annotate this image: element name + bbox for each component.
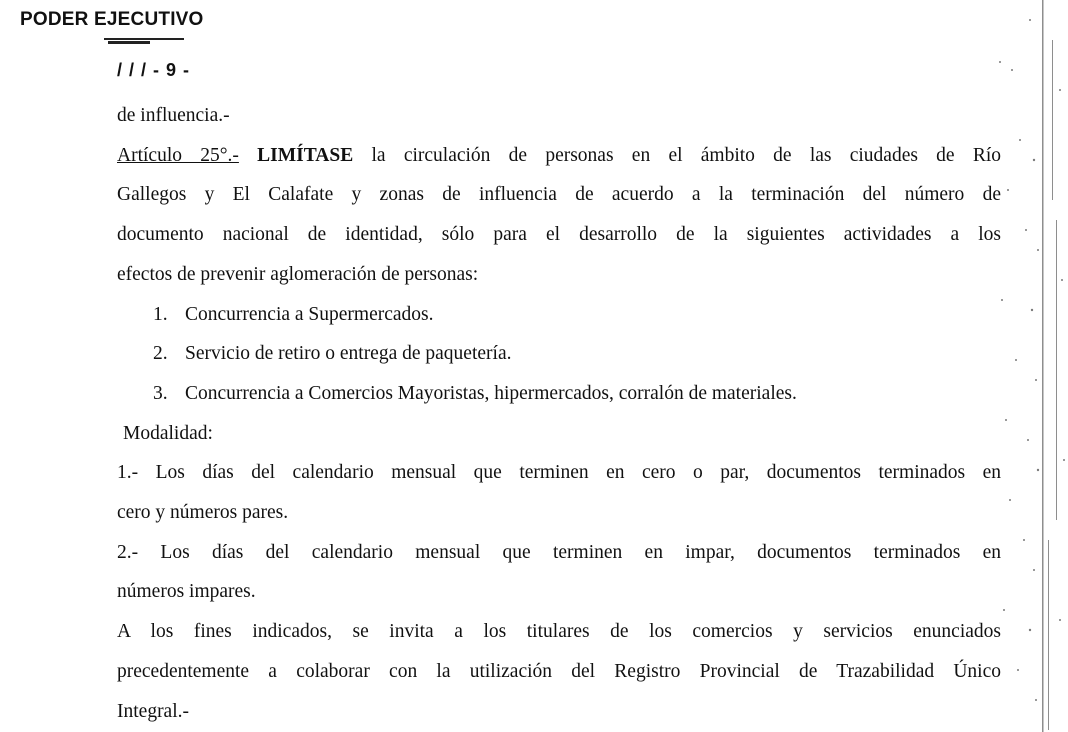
list-item-text: Servicio de retiro o entrega de paquetería. — [185, 343, 512, 365]
article-line-1-text: la circulación de personas en el ámbito de las ciudades de Río — [371, 144, 1002, 166]
article-line-4: efectos de prevenir aglomeración de personas: — [117, 263, 479, 285]
rule-1-line-1: 1.- Los días del calendario mensual que terminen en cero o par, documentos terminados en — [117, 462, 1001, 484]
list-item-text: Concurrencia a Comercios Mayoristas, hipermercados, corralón de materiales. — [185, 382, 797, 404]
rule-2-line-2: números impares. — [117, 581, 256, 603]
list-item — [117, 334, 1001, 374]
page-header-title: PODER EJECUTIVO — [20, 9, 204, 30]
rule-2-line-1: 2.- Los días del calendario mensual que terminen en impar, documentos terminados en — [117, 541, 1001, 563]
list-item-text: Concurrencia a Supermercados. — [185, 303, 434, 325]
article-line-2: Gallegos y El Calafate y zonas de influencia de acuerdo a la terminación del número de — [117, 184, 1001, 206]
list-item — [117, 374, 1001, 414]
article-line-1 — [117, 136, 1001, 176]
article-keyword: LIMÍTASE — [257, 144, 354, 166]
continuation-line: de influencia.- — [117, 105, 230, 126]
list-item-number: 3. — [153, 382, 168, 404]
closing-line-1: A los fines indicados, se invita a los titulares de los comercios y servicios enunciados — [117, 621, 1001, 643]
article-label: Artículo 25°.- — [117, 144, 239, 166]
closing-line-2: precedentemente a colaborar con la utilización del Registro Provincial de Trazabilidad Único — [117, 660, 1001, 682]
header-underline — [104, 38, 184, 40]
scan-edge-noise — [990, 0, 1068, 732]
rule-1-line-2: cero y números pares. — [117, 502, 289, 524]
closing-line-3: Integral.- — [117, 700, 190, 722]
document-body — [117, 96, 1001, 731]
list-item-number: 1. — [153, 303, 168, 325]
list-item-number: 2. — [153, 343, 168, 365]
header-underline-accent — [108, 41, 150, 44]
modalidad-heading: Modalidad: — [123, 422, 213, 444]
page-number-marker: / / / - 9 - — [117, 60, 191, 80]
list-item — [117, 295, 1001, 335]
article-line-3: documento nacional de identidad, sólo para el desarrollo de la siguientes actividades a los — [117, 224, 1001, 246]
